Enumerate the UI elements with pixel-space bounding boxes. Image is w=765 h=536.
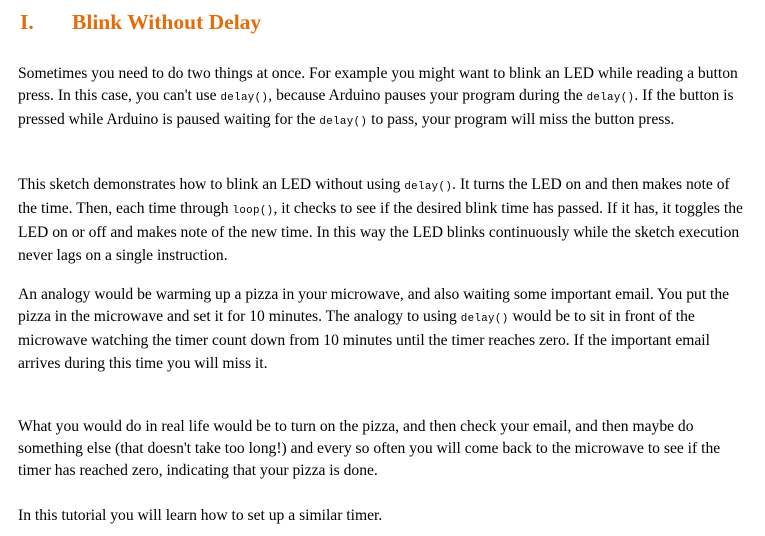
text-span: to pass, your program will miss the button press. bbox=[367, 111, 675, 129]
paragraph-sketch bbox=[18, 174, 748, 267]
text-span: An analogy would be warming up a pizza in your microwave, and also waiting some important email. You put the pizza in the microwave and set it for 10 minutes. The analogy to using bbox=[18, 286, 730, 326]
text-span: . If the button is pressed while Arduino is paused waiting for the bbox=[18, 87, 734, 129]
code-delay: delay() bbox=[220, 92, 269, 105]
code-loop: loop() bbox=[232, 205, 274, 218]
code-delay: delay() bbox=[460, 313, 509, 326]
section-heading bbox=[18, 6, 748, 38]
code-delay: delay() bbox=[586, 92, 635, 105]
paragraph-intro bbox=[18, 63, 748, 134]
text-span: In this tutorial you will learn how to set up a similar timer. bbox=[18, 507, 383, 524]
text-span: This sketch demonstrates how to blink an LED without using bbox=[18, 176, 405, 193]
paragraph-tutorial bbox=[18, 505, 748, 527]
text-span: , it checks to see if the desired blink time has passed. If it has, it toggles the LED on or off and makes note of the new time. In this way the LED blinks continuously while the sketch execution never lags on a single instruction. bbox=[18, 200, 743, 264]
text-span: would be to sit in front of the microwave watching the timer count down from 10 minutes until the timer reaches zero. If the important email arrives during this time you will miss it. bbox=[18, 308, 710, 372]
section-title: Blink Without Delay bbox=[72, 10, 262, 34]
text-span: . It turns the LED on and then makes note of the time. Then, each time through bbox=[18, 176, 730, 218]
section-number: I. bbox=[20, 10, 34, 34]
document-page bbox=[18, 0, 748, 524]
text-span: Sometimes you need to do two things at once. For example you might want to blink an LED while reading a button press. In this case, you can't use bbox=[18, 65, 738, 105]
code-delay: delay() bbox=[404, 181, 453, 193]
text-span: What you would do in real life would be to turn on the pizza, and then check your email, and then maybe do something else (that doesn't take too long!) and every so often you will come back to the microwave to see if the timer has reached zero, indicating that your pizza is done. bbox=[18, 418, 721, 480]
paragraph-analogy bbox=[18, 284, 748, 375]
text-span: , because Arduino pauses your program during the bbox=[268, 87, 587, 105]
code-delay: delay() bbox=[319, 116, 368, 129]
paragraph-real-life bbox=[18, 416, 748, 483]
